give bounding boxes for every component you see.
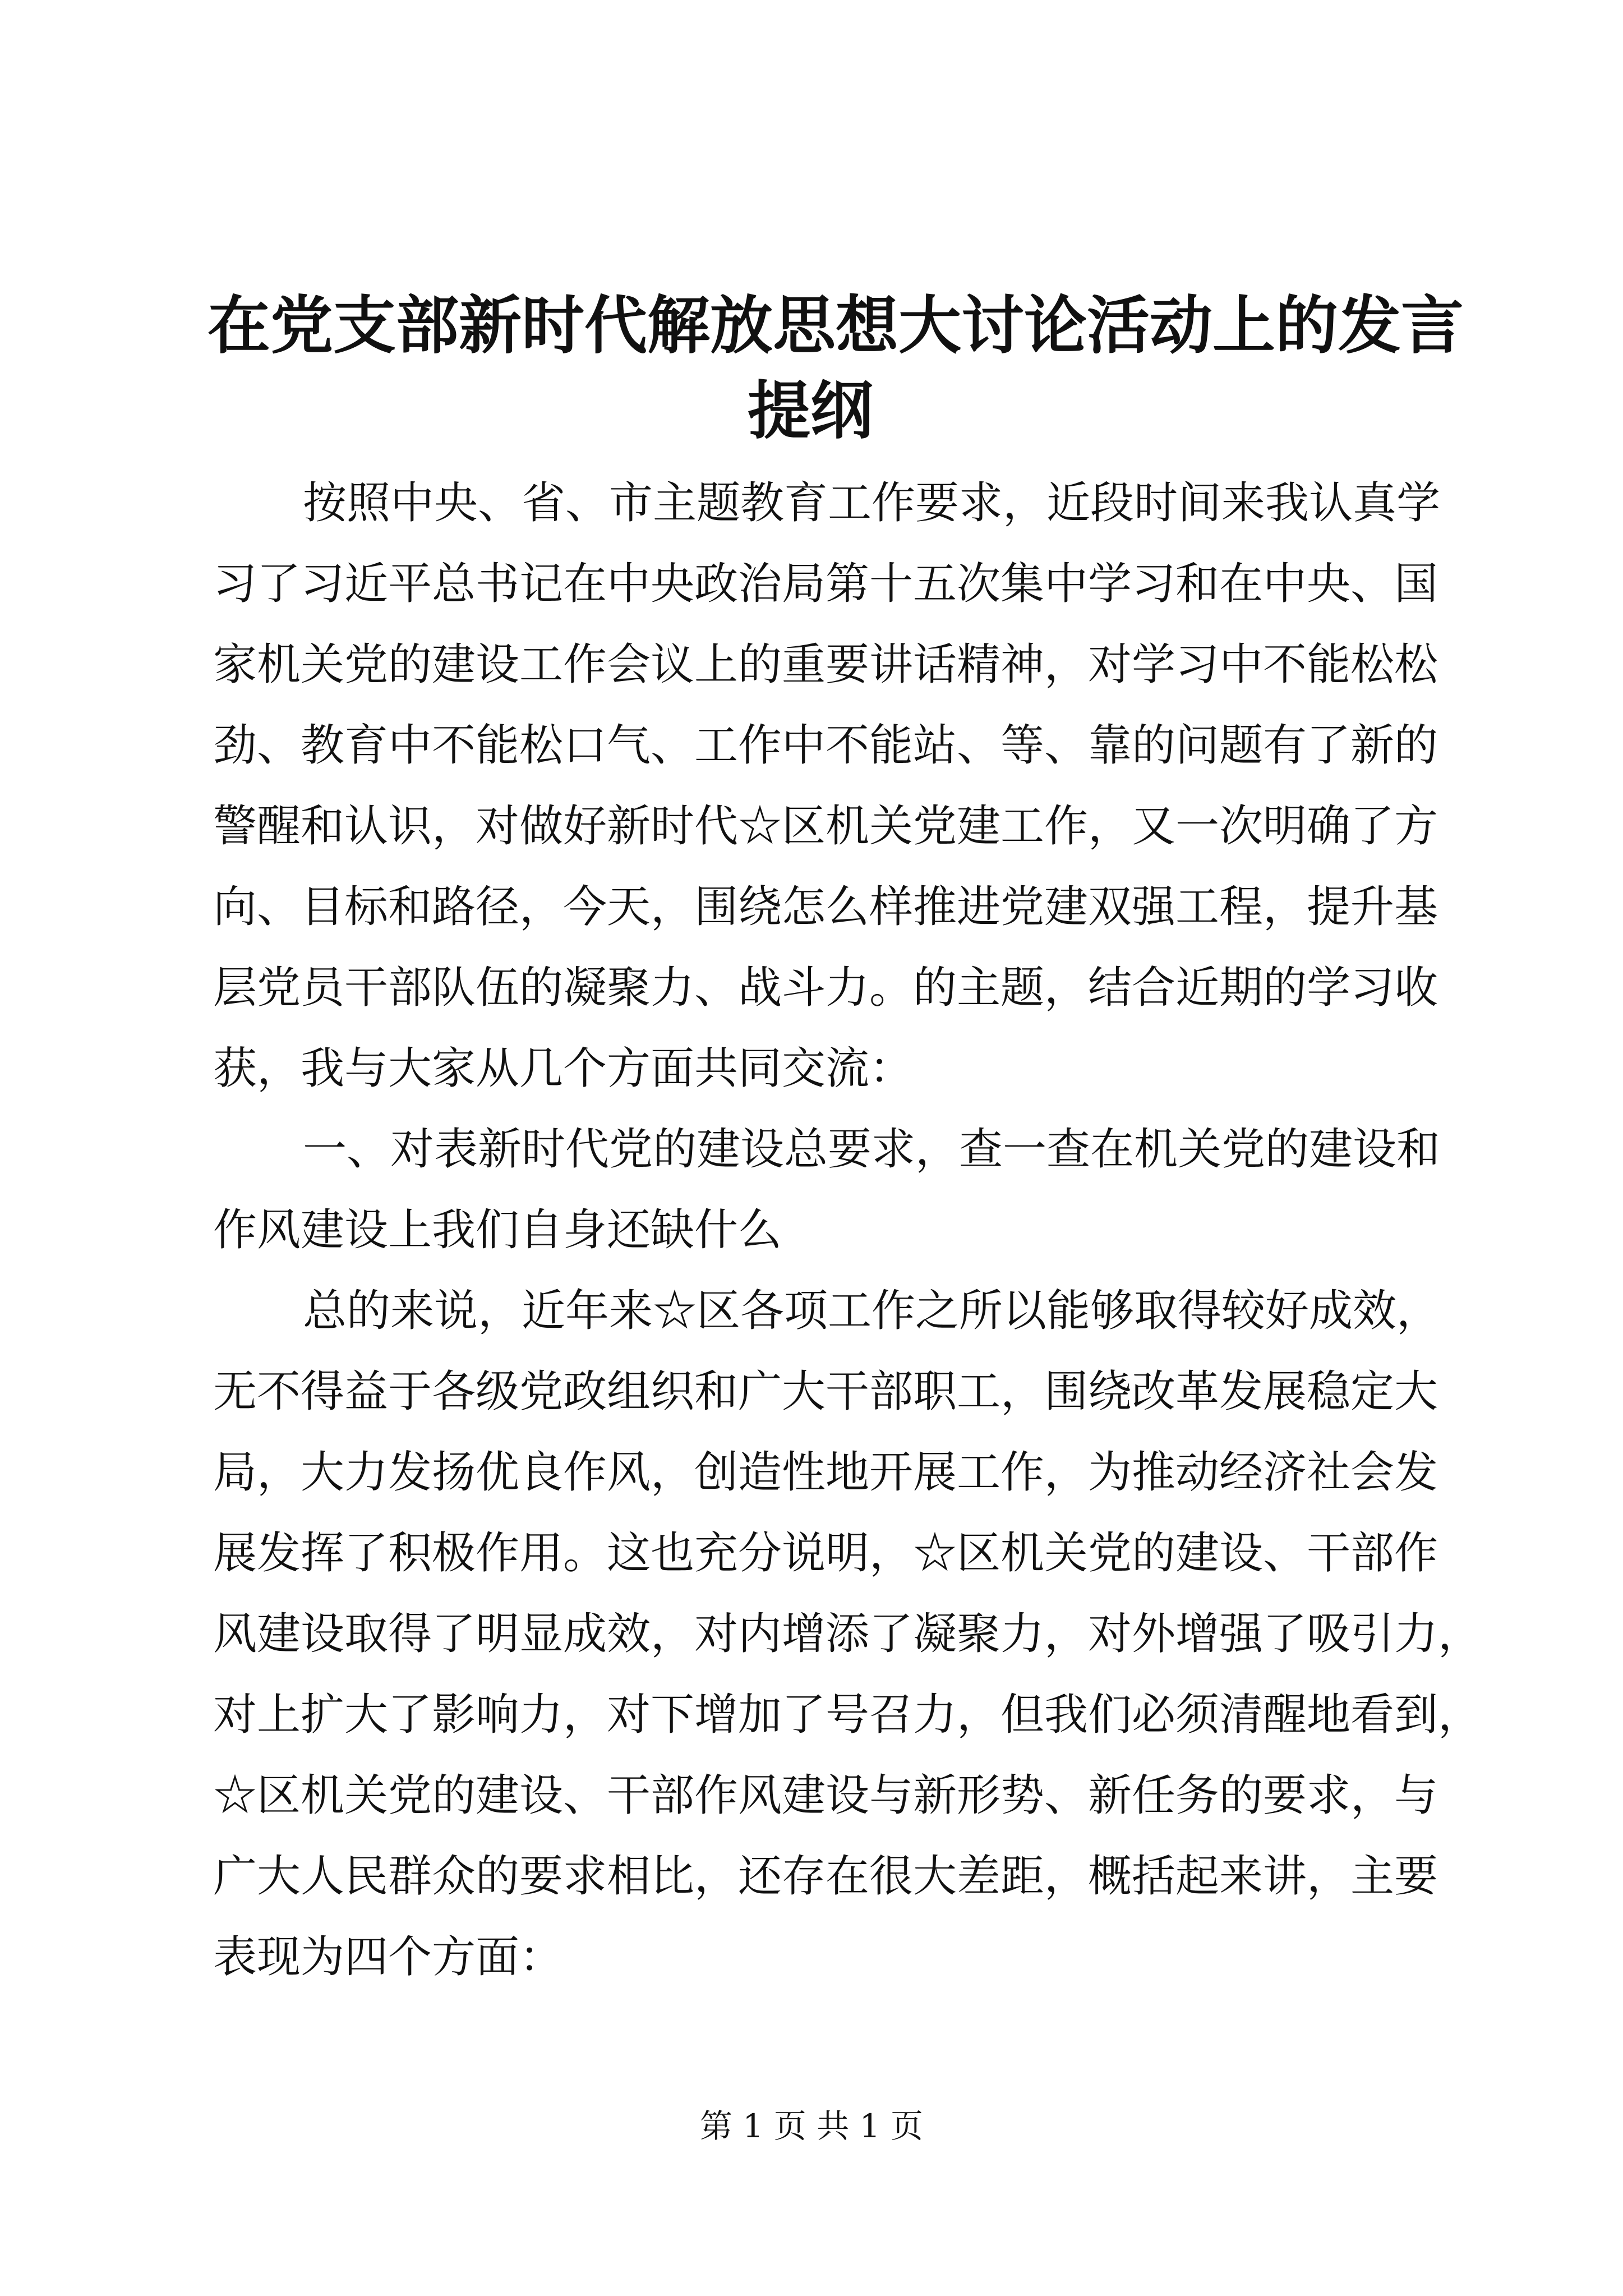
document-title (208, 283, 1464, 454)
paragraph-line: 作风建设上我们自身还缺什么 (213, 1205, 782, 1255)
paragraph-line: 劲、教育中不能松口气、工作中不能站、等、靠的问题有了新的 (213, 720, 1438, 771)
paragraph-line: 对上扩大了影响力，对下增加了号召力，但我们必须清醒地看到， (213, 1690, 1482, 1740)
title-line-2: 提纲 (748, 374, 873, 448)
paragraph-line: 局，大力发扬优良作风，创造性地开展工作，为推动经济社会发 (213, 1447, 1438, 1498)
paragraph-line: 按照中央、省、市主题教育工作要求，近段时间来我认真学 (303, 478, 1441, 528)
paragraph-line: 表现为四个方面： (213, 1932, 564, 1982)
paragraph-line: 获，我与大家从几个方面共同交流： (213, 1043, 914, 1094)
paragraph-line: 家机关党的建设工作会议上的重要讲话精神，对学习中不能松松 (213, 639, 1438, 690)
paragraph-line: 向、目标和路径，今天，围绕怎么样推进党建双强工程，提升基 (213, 882, 1438, 932)
paragraph-line: 习了习近平总书记在中央政治局第十五次集中学习和在中央、国 (213, 559, 1438, 609)
paragraph-line: ☆区机关党的建设、干部作风建设与新形势、新任务的要求，与 (213, 1770, 1438, 1821)
page-footer: 第 1 页 共 1 页 (700, 2107, 923, 2145)
title-line-1: 在党支部新时代解放思想大讨论活动上的发言 (208, 289, 1464, 362)
paragraph-line: 展发挥了积极作用。这也充分说明，☆区机关党的建设、干部作 (213, 1528, 1438, 1579)
paragraph-line: 广大人民群众的要求相比，还存在很大差距，概括起来讲，主要 (213, 1851, 1438, 1902)
paragraph-line: 风建设取得了明显成效，对内增添了凝聚力，对外增强了吸引力， (213, 1609, 1482, 1659)
paragraph-3 (213, 1271, 1482, 1998)
paragraph-line: 层党员干部队伍的凝聚力、战斗力。的主题，结合近期的学习收 (213, 963, 1438, 1013)
paragraph-line: 总的来说，近年来☆区各项工作之所以能够取得较好成效， (303, 1286, 1441, 1336)
document-body (213, 463, 1482, 1998)
paragraph-line: 无不得益于各级党政组织和广大干部职工，围绕改革发展稳定大 (213, 1366, 1438, 1417)
paragraph-line: 警醒和认识，对做好新时代☆区机关党建工作，又一次明确了方 (213, 801, 1438, 852)
section-heading-1 (213, 1109, 1441, 1271)
paragraph-line: 一、对表新时代党的建设总要求，查一查在机关党的建设和 (303, 1124, 1441, 1175)
paragraph-1 (213, 463, 1441, 1109)
